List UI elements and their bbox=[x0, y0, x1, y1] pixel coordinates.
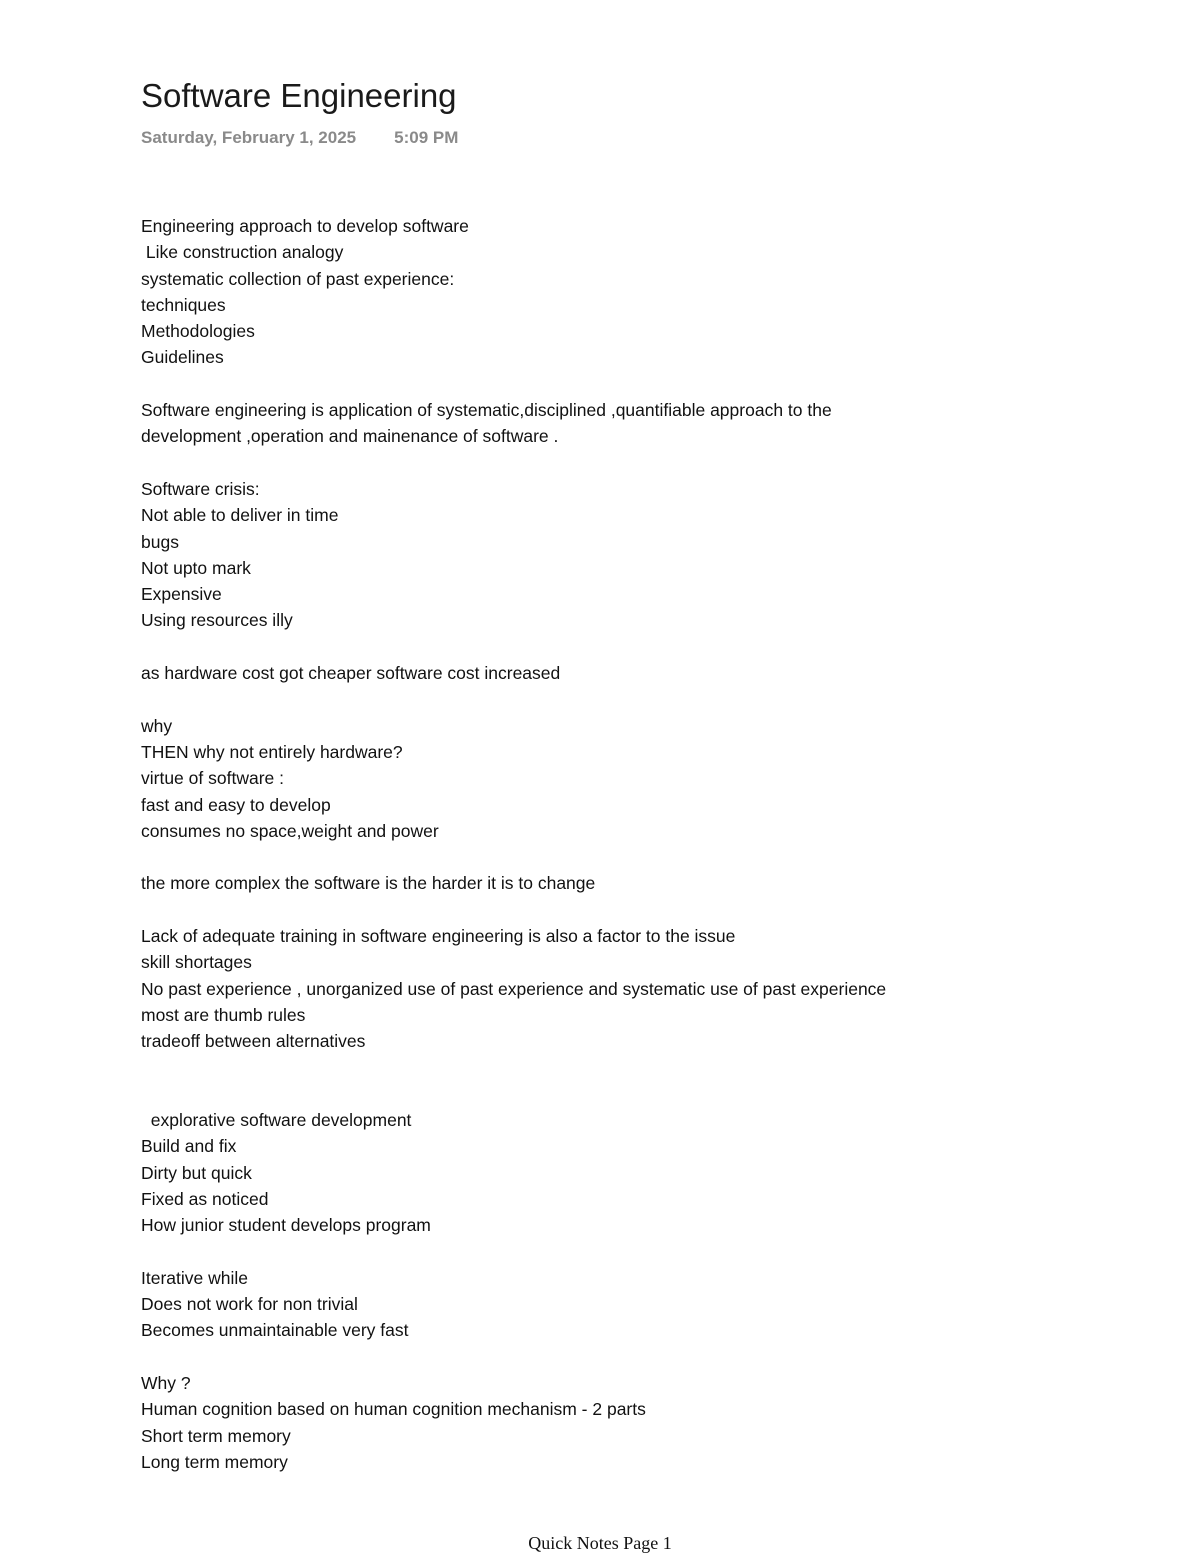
note-line: explorative software development bbox=[141, 1110, 412, 1131]
note-line: Expensive bbox=[141, 584, 222, 605]
note-line: Not able to deliver in time bbox=[141, 505, 339, 526]
page-timestamp bbox=[141, 127, 458, 149]
note-line: consumes no space,weight and power bbox=[141, 820, 439, 841]
page-title[interactable]: Software Engineering bbox=[141, 77, 457, 114]
note-line: tradeoff between alternatives bbox=[141, 1031, 366, 1052]
note-line: Guidelines bbox=[141, 347, 224, 368]
blank-line bbox=[141, 450, 1101, 476]
note-line: Software engineering is application of systematic,disciplined ,quantifiable approach to the bbox=[141, 400, 832, 421]
note-line: Not upto mark bbox=[141, 557, 251, 578]
blank-line bbox=[141, 1055, 1101, 1081]
note-line: Build and fix bbox=[141, 1136, 237, 1157]
note-line: development ,operation and mainenance of software . bbox=[141, 426, 559, 447]
note-line: Human cognition based on human cognition mechanism - 2 parts bbox=[141, 1399, 646, 1420]
page-footer: Quick Notes Page 1 bbox=[528, 1533, 672, 1553]
blank-line bbox=[141, 1239, 1101, 1265]
note-line: Software crisis: bbox=[141, 478, 260, 499]
note-line: Lack of adequate training in software engineering is also a factor to the issue bbox=[141, 926, 736, 947]
note-line: Dirty but quick bbox=[141, 1162, 252, 1183]
blank-line bbox=[141, 371, 1101, 397]
note-line: Engineering approach to develop software bbox=[141, 216, 469, 236]
note-line: the more complex the software is the harder it is to change bbox=[141, 873, 596, 894]
blank-line bbox=[141, 844, 1101, 870]
note-line: Why ? bbox=[141, 1373, 191, 1394]
note-line: virtue of software : bbox=[141, 768, 284, 789]
page-time: 5:09 PM bbox=[394, 128, 459, 147]
blank-line bbox=[141, 686, 1101, 712]
blank-line bbox=[141, 1344, 1101, 1370]
note-line: Methodologies bbox=[141, 321, 255, 342]
note-line: Becomes unmaintainable very fast bbox=[141, 1320, 409, 1341]
page-date: Saturday, February 1, 2025 bbox=[141, 128, 357, 147]
note-body[interactable] bbox=[141, 213, 1101, 1475]
note-line: bugs bbox=[141, 531, 179, 552]
blank-line bbox=[141, 1081, 1101, 1107]
note-line: Does not work for non trivial bbox=[141, 1294, 358, 1315]
note-line: why bbox=[141, 715, 173, 736]
note-line: Iterative while bbox=[141, 1267, 248, 1288]
note-line: most are thumb rules bbox=[141, 1004, 306, 1025]
note-line: Using resources illy bbox=[141, 610, 293, 631]
note-line: No past experience , unorganized use of past experience and systematic use of past experience bbox=[141, 978, 887, 999]
note-line: Like construction analogy bbox=[141, 242, 344, 263]
note-line: as hardware cost got cheaper software cost increased bbox=[141, 663, 561, 684]
note-line: How junior student develops program bbox=[141, 1215, 431, 1236]
note-line: techniques bbox=[141, 294, 226, 315]
note-line: Long term memory bbox=[141, 1451, 288, 1472]
note-line: THEN why not entirely hardware? bbox=[141, 741, 403, 762]
blank-line bbox=[141, 634, 1101, 660]
note-line: systematic collection of past experience: bbox=[141, 268, 455, 289]
note-line: fast and easy to develop bbox=[141, 794, 331, 815]
note-line: skill shortages bbox=[141, 952, 252, 973]
note-line: Fixed as noticed bbox=[141, 1188, 269, 1209]
note-line: Short term memory bbox=[141, 1425, 291, 1446]
blank-line bbox=[141, 897, 1101, 923]
